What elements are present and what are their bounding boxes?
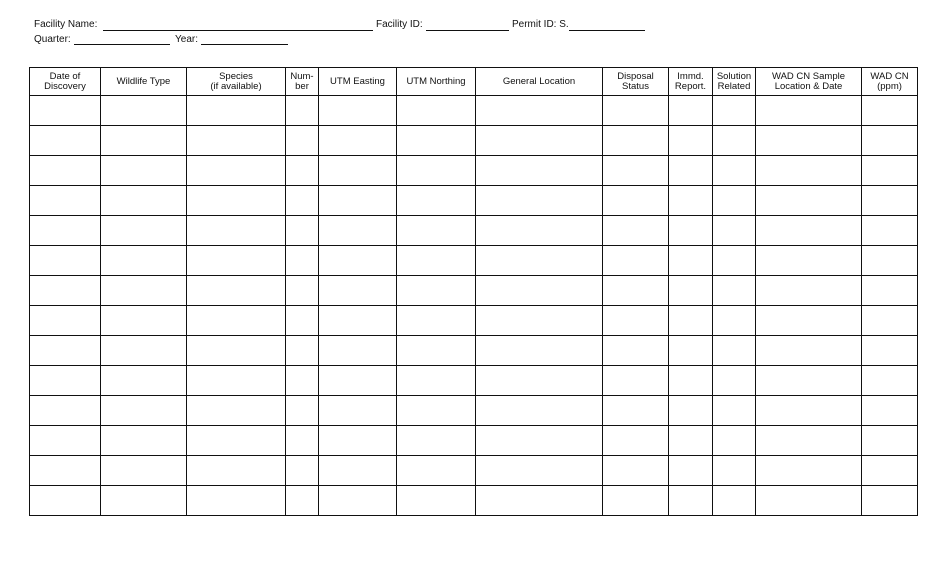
table-cell[interactable] — [286, 156, 319, 186]
table-cell[interactable] — [30, 276, 101, 306]
table-cell[interactable] — [187, 126, 286, 156]
table-cell[interactable] — [30, 456, 101, 486]
table-cell[interactable] — [286, 336, 319, 366]
table-cell[interactable] — [397, 156, 476, 186]
column-header-line: General Location — [502, 75, 576, 87]
table-cell[interactable] — [286, 216, 319, 246]
table-cell[interactable] — [286, 246, 319, 276]
table-cell[interactable] — [286, 126, 319, 156]
table-cell[interactable] — [30, 486, 101, 516]
table-cell[interactable] — [476, 246, 603, 276]
column-header-line: Discovery — [44, 80, 86, 92]
table-cell[interactable] — [101, 426, 187, 456]
table-cell[interactable] — [101, 246, 187, 276]
table-cell[interactable] — [713, 366, 756, 396]
table-cell[interactable] — [101, 486, 187, 516]
table-cell[interactable] — [286, 426, 319, 456]
table-cell[interactable] — [669, 216, 713, 246]
table-cell[interactable] — [319, 186, 397, 216]
table-cell[interactable] — [187, 276, 286, 306]
table-cell[interactable] — [603, 486, 669, 516]
table-cell[interactable] — [30, 396, 101, 426]
table-cell[interactable] — [669, 276, 713, 306]
table-cell[interactable] — [286, 396, 319, 426]
table-cell[interactable] — [713, 336, 756, 366]
table-row — [30, 246, 918, 276]
table-cell[interactable] — [319, 336, 397, 366]
table-cell[interactable] — [603, 366, 669, 396]
table-cell[interactable] — [319, 366, 397, 396]
column-header-line: Wildlife Type — [116, 75, 171, 87]
table-cell[interactable] — [30, 126, 101, 156]
table-cell[interactable] — [187, 396, 286, 426]
table-cell[interactable] — [669, 126, 713, 156]
table-cell[interactable] — [101, 96, 187, 126]
column-header-line: Date of — [49, 70, 81, 82]
table-cell[interactable] — [713, 486, 756, 516]
table-cell[interactable] — [187, 426, 286, 456]
table-cell[interactable] — [713, 216, 756, 246]
table-cell[interactable] — [862, 126, 918, 156]
table-cell[interactable] — [187, 486, 286, 516]
table-cell[interactable] — [286, 486, 319, 516]
table-cell[interactable] — [756, 96, 862, 126]
column-header-line: ber — [295, 80, 309, 92]
table-cell[interactable] — [862, 306, 918, 336]
column-header-line: UTM Easting — [330, 75, 385, 87]
table-cell[interactable] — [476, 96, 603, 126]
table-cell[interactable] — [476, 426, 603, 456]
table-cell[interactable] — [319, 126, 397, 156]
column-header — [713, 68, 756, 96]
column-header-line: Solution — [716, 70, 752, 82]
table-cell[interactable] — [286, 186, 319, 216]
table-cell[interactable] — [669, 186, 713, 216]
column-header — [397, 68, 476, 96]
table-cell[interactable] — [603, 216, 669, 246]
table-cell[interactable] — [30, 426, 101, 456]
column-header-line: Related — [717, 80, 751, 92]
table-cell[interactable] — [756, 186, 862, 216]
column-header-line: UTM Northing — [406, 75, 466, 87]
table-row — [30, 126, 918, 156]
column-header-line: Status — [622, 80, 649, 92]
table-cell[interactable] — [669, 456, 713, 486]
column-header-line: (if available) — [210, 80, 262, 92]
table-cell[interactable] — [862, 156, 918, 186]
table-cell[interactable] — [101, 366, 187, 396]
table-cell[interactable] — [319, 306, 397, 336]
column-header-line: Location & Date — [774, 80, 843, 92]
permit-id-label: Permit ID: S. — [512, 19, 569, 30]
table-cell[interactable] — [476, 336, 603, 366]
table-cell[interactable] — [756, 366, 862, 396]
table-cell[interactable] — [187, 96, 286, 126]
table-cell[interactable] — [862, 96, 918, 126]
table-cell[interactable] — [669, 486, 713, 516]
table-cell[interactable] — [30, 216, 101, 246]
facility-name-field[interactable] — [103, 30, 373, 31]
table-cell[interactable] — [669, 396, 713, 426]
table-cell[interactable] — [603, 156, 669, 186]
table-cell[interactable] — [756, 216, 862, 246]
table-row — [30, 456, 918, 486]
table-row — [30, 216, 918, 246]
column-header — [30, 68, 101, 96]
table-cell[interactable] — [30, 186, 101, 216]
table-cell[interactable] — [30, 366, 101, 396]
column-header — [862, 68, 918, 96]
table-cell[interactable] — [603, 126, 669, 156]
table-cell[interactable] — [397, 276, 476, 306]
column-header — [187, 68, 286, 96]
table-cell[interactable] — [397, 426, 476, 456]
table-cell[interactable] — [286, 276, 319, 306]
table-row — [30, 426, 918, 456]
table-cell[interactable] — [862, 336, 918, 366]
table-cell[interactable] — [713, 276, 756, 306]
column-header-line: WAD CN Sample — [771, 70, 846, 82]
table-cell[interactable] — [101, 186, 187, 216]
table-cell[interactable] — [713, 456, 756, 486]
column-header-line: Disposal — [617, 70, 654, 82]
table-cell[interactable] — [756, 276, 862, 306]
table-cell[interactable] — [101, 156, 187, 186]
table-cell[interactable] — [862, 246, 918, 276]
table-cell[interactable] — [187, 156, 286, 186]
table-cell[interactable] — [319, 156, 397, 186]
column-header — [669, 68, 713, 96]
table-header-row — [30, 68, 918, 96]
table-cell[interactable] — [397, 246, 476, 276]
table-cell[interactable] — [756, 126, 862, 156]
table-cell[interactable] — [319, 426, 397, 456]
column-header — [319, 68, 397, 96]
table-cell[interactable] — [319, 246, 397, 276]
table-row — [30, 96, 918, 126]
table-cell[interactable] — [476, 366, 603, 396]
table-cell[interactable] — [669, 96, 713, 126]
table-cell[interactable] — [756, 246, 862, 276]
table-cell[interactable] — [713, 96, 756, 126]
table-cell[interactable] — [187, 366, 286, 396]
table-cell[interactable] — [603, 456, 669, 486]
facility-id-label: Facility ID: — [376, 19, 423, 30]
table-cell[interactable] — [669, 366, 713, 396]
table-cell[interactable] — [319, 216, 397, 246]
table-cell[interactable] — [286, 366, 319, 396]
table-cell[interactable] — [862, 366, 918, 396]
column-header-line: Species — [219, 70, 253, 82]
table-cell[interactable] — [756, 336, 862, 366]
table-cell[interactable] — [713, 186, 756, 216]
table-cell[interactable] — [319, 276, 397, 306]
table-cell[interactable] — [603, 276, 669, 306]
table-cell[interactable] — [101, 456, 187, 486]
wildlife-log-table — [29, 67, 918, 516]
table-cell[interactable] — [862, 426, 918, 456]
table-cell[interactable] — [669, 426, 713, 456]
table-cell[interactable] — [187, 306, 286, 336]
quarter-field[interactable] — [74, 44, 170, 45]
table-cell[interactable] — [756, 156, 862, 186]
table-cell[interactable] — [669, 336, 713, 366]
table-row — [30, 156, 918, 186]
column-header-line: (ppm) — [877, 80, 902, 92]
table-cell[interactable] — [756, 426, 862, 456]
table-cell[interactable] — [319, 486, 397, 516]
table-cell[interactable] — [713, 156, 756, 186]
column-header-line: Num- — [290, 70, 314, 82]
table-cell[interactable] — [603, 306, 669, 336]
table-body — [30, 96, 918, 516]
table-cell[interactable] — [101, 276, 187, 306]
table-cell[interactable] — [713, 426, 756, 456]
table-row — [30, 336, 918, 366]
table-cell[interactable] — [476, 486, 603, 516]
table-cell[interactable] — [187, 456, 286, 486]
table-cell[interactable] — [101, 396, 187, 426]
column-header — [603, 68, 669, 96]
column-header-line: Immd. — [677, 70, 704, 82]
table-cell[interactable] — [286, 306, 319, 336]
table-cell[interactable] — [603, 426, 669, 456]
table-cell[interactable] — [756, 306, 862, 336]
year-label: Year: — [175, 34, 198, 45]
table-cell[interactable] — [101, 306, 187, 336]
table-cell[interactable] — [862, 396, 918, 426]
table-cell[interactable] — [476, 216, 603, 246]
table-cell[interactable] — [476, 456, 603, 486]
table-cell[interactable] — [30, 246, 101, 276]
table-row — [30, 276, 918, 306]
table-cell[interactable] — [669, 306, 713, 336]
permit-id-field[interactable] — [569, 30, 645, 31]
table-cell[interactable] — [286, 456, 319, 486]
table-cell[interactable] — [476, 126, 603, 156]
table-cell[interactable] — [286, 96, 319, 126]
table-cell[interactable] — [862, 216, 918, 246]
column-header — [756, 68, 862, 96]
facility-id-field[interactable] — [426, 30, 509, 31]
table-cell[interactable] — [319, 96, 397, 126]
table-cell[interactable] — [187, 336, 286, 366]
table-cell[interactable] — [476, 396, 603, 426]
table-cell[interactable] — [756, 486, 862, 516]
table-cell[interactable] — [30, 306, 101, 336]
table-cell[interactable] — [756, 456, 862, 486]
table-cell[interactable] — [713, 396, 756, 426]
table-cell[interactable] — [476, 156, 603, 186]
quarter-label: Quarter: — [34, 34, 71, 45]
column-header — [286, 68, 319, 96]
table-cell[interactable] — [397, 216, 476, 246]
facility-name-label: Facility Name: — [34, 19, 98, 30]
table-cell[interactable] — [603, 96, 669, 126]
table-cell[interactable] — [30, 156, 101, 186]
column-header — [476, 68, 603, 96]
table-cell[interactable] — [397, 96, 476, 126]
table-cell[interactable] — [476, 276, 603, 306]
table-cell[interactable] — [397, 396, 476, 426]
table-cell[interactable] — [101, 216, 187, 246]
table-row — [30, 486, 918, 516]
table-cell[interactable] — [187, 246, 286, 276]
table-cell[interactable] — [603, 246, 669, 276]
table-cell[interactable] — [669, 156, 713, 186]
table-cell[interactable] — [669, 246, 713, 276]
table-cell[interactable] — [603, 186, 669, 216]
table-row — [30, 396, 918, 426]
table-cell[interactable] — [397, 486, 476, 516]
table-row — [30, 186, 918, 216]
column-header-line: WAD CN — [870, 70, 909, 82]
table-cell[interactable] — [397, 456, 476, 486]
table-cell[interactable] — [397, 366, 476, 396]
table-cell[interactable] — [862, 486, 918, 516]
table-cell[interactable] — [476, 306, 603, 336]
table-cell[interactable] — [397, 306, 476, 336]
table-cell[interactable] — [603, 396, 669, 426]
table-row — [30, 366, 918, 396]
table-cell[interactable] — [476, 186, 603, 216]
year-field[interactable] — [201, 44, 288, 45]
table-cell[interactable] — [101, 336, 187, 366]
table-cell[interactable] — [713, 126, 756, 156]
table-cell[interactable] — [756, 396, 862, 426]
table-row — [30, 306, 918, 336]
table-cell[interactable] — [319, 396, 397, 426]
table-cell[interactable] — [397, 336, 476, 366]
table-cell[interactable] — [101, 126, 187, 156]
table-cell[interactable] — [862, 186, 918, 216]
table-cell[interactable] — [862, 276, 918, 306]
table-cell[interactable] — [397, 126, 476, 156]
table-cell[interactable] — [187, 216, 286, 246]
table-cell[interactable] — [713, 246, 756, 276]
table-cell[interactable] — [30, 336, 101, 366]
table-cell[interactable] — [603, 336, 669, 366]
table-cell[interactable] — [713, 306, 756, 336]
column-header-line: Report. — [674, 80, 707, 92]
table-cell[interactable] — [862, 456, 918, 486]
table-cell[interactable] — [187, 186, 286, 216]
table-cell[interactable] — [30, 96, 101, 126]
table-cell[interactable] — [319, 456, 397, 486]
table-cell[interactable] — [397, 186, 476, 216]
column-header — [101, 68, 187, 96]
